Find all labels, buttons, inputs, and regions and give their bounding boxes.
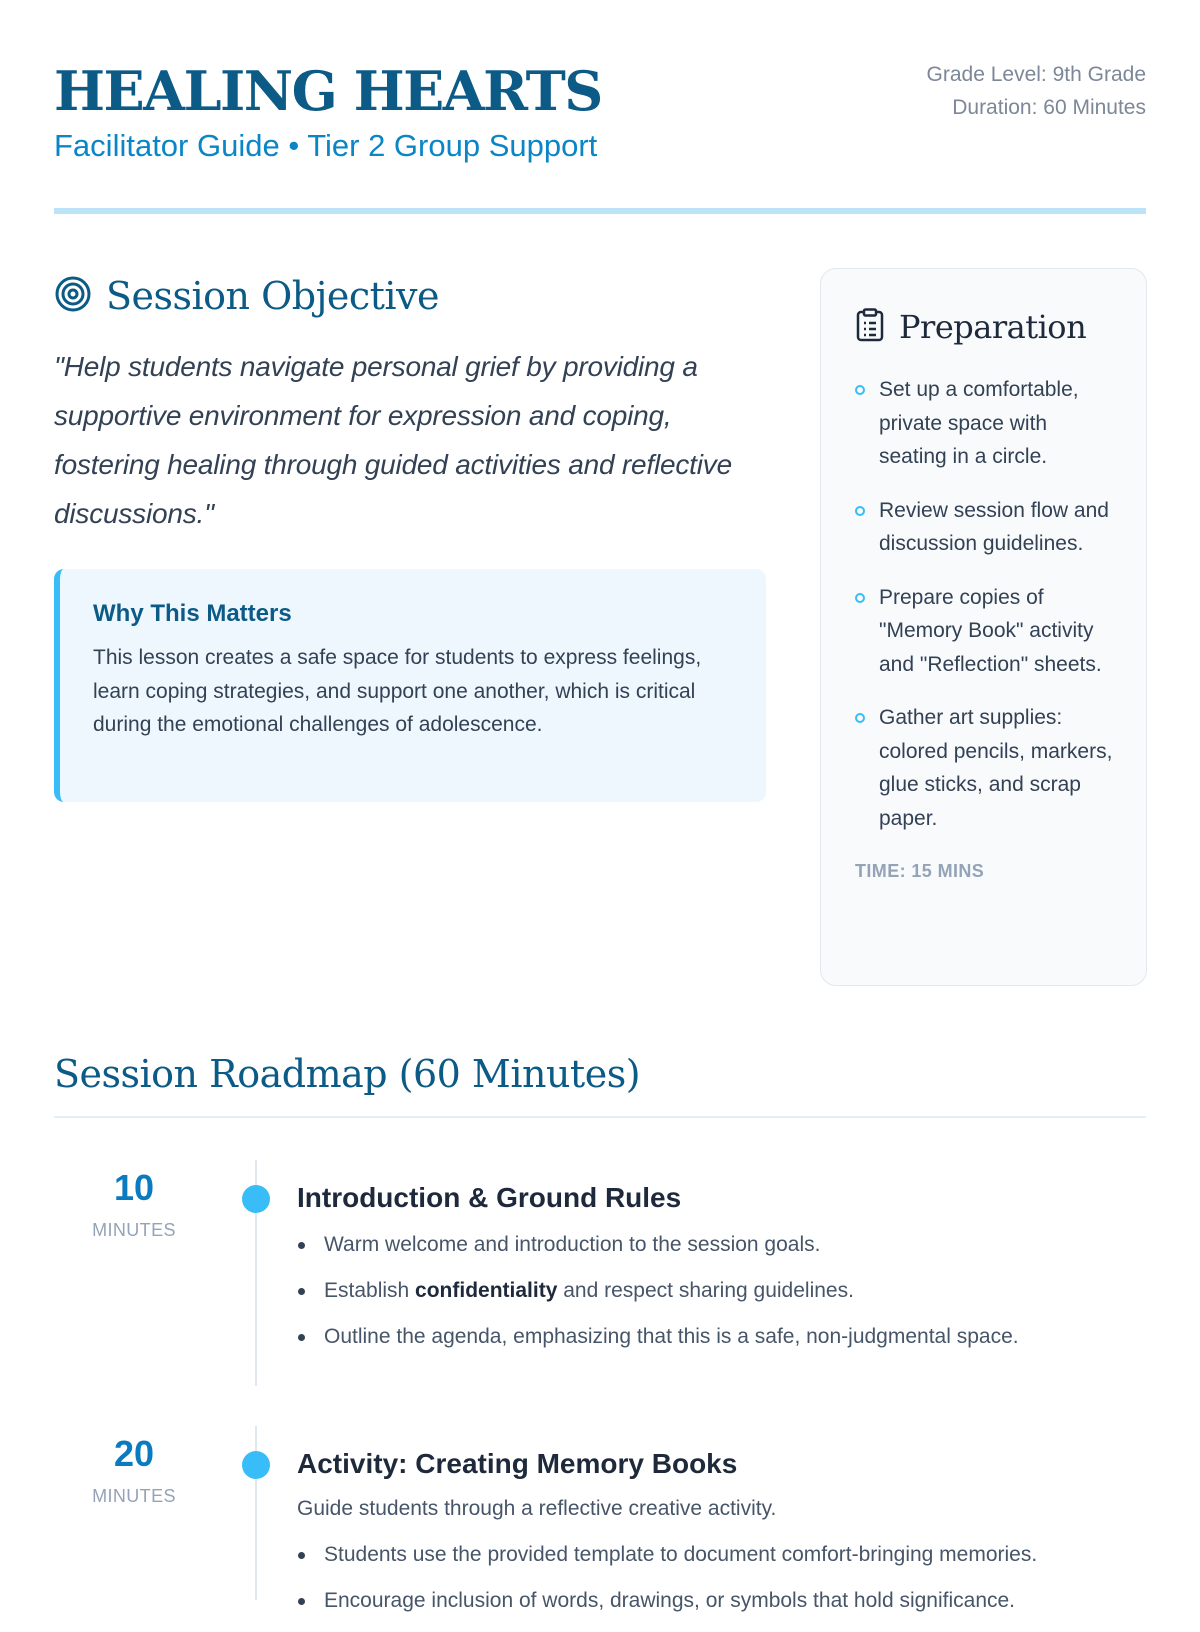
session-meta [927, 58, 1146, 124]
why-this-matters-callout [54, 569, 766, 802]
step-bullets [297, 1540, 1146, 1616]
page-title: HEALING HEARTS [54, 59, 602, 123]
step-title: Activity: Creating Memory Books [297, 1448, 738, 1479]
circle-bullet-icon [855, 506, 865, 516]
step-title: Introduction & Ground Rules [297, 1182, 682, 1213]
step-content [297, 1446, 1146, 1632]
roadmap-step [54, 1426, 1146, 1612]
step-duration [54, 1166, 214, 1241]
objective-quote: "Help students navigate personal grief by providing a supportive environment for expression and coping, fostering healing through guided activities and reflective discussions." [54, 351, 732, 529]
roadmap-divider [54, 1116, 1146, 1118]
list-item: Warm welcome and introduction to the session goals. [297, 1230, 1146, 1260]
step-content [297, 1180, 1146, 1368]
list-item: Outline the agenda, emphasizing that this is a safe, non-judgmental space. [297, 1322, 1146, 1352]
roadmap-step [54, 1160, 1146, 1390]
session-objective [54, 270, 766, 538]
clipboard-icon [855, 308, 885, 347]
objective-heading: Session Objective [106, 274, 440, 318]
duration: Duration: 60 Minutes [952, 96, 1146, 119]
objective-header [54, 270, 766, 322]
circle-bullet-icon [855, 713, 865, 723]
list-item: Gather art supplies: colored pencils, markers, glue sticks, and scrap paper. [855, 701, 1116, 835]
page-header [54, 58, 1146, 166]
roadmap-title: Session Roadmap (60 Minutes) [54, 1052, 641, 1096]
step-bullets [297, 1230, 1146, 1352]
step-minutes-unit: MINUTES [92, 1486, 176, 1506]
preparation-time: TIME: 15 MINS [855, 861, 985, 881]
list-item: Set up a comfortable, private space with seating in a circle. [855, 373, 1116, 474]
step-minutes-unit: MINUTES [92, 1220, 176, 1240]
list-item: Encourage inclusion of words, drawings, or symbols that hold significance. [297, 1586, 1146, 1616]
header-divider [54, 208, 1146, 214]
step-lead: Guide students through a reflective creative activity. [297, 1497, 777, 1520]
step-minutes: 10 [113, 1167, 155, 1208]
target-icon [54, 275, 92, 318]
preparation-heading: Preparation [899, 308, 1087, 346]
preparation-card [820, 268, 1147, 986]
circle-bullet-icon [855, 593, 865, 603]
preparation-header [855, 307, 1116, 347]
timeline-dot [242, 1185, 270, 1213]
page-subtitle: Facilitator Guide • Tier 2 Group Support [54, 128, 598, 163]
grade-level: Grade Level: 9th Grade [926, 63, 1146, 86]
list-item: Review session flow and discussion guidelines. [855, 494, 1116, 561]
why-body: This lesson creates a safe space for students to express feelings, learn coping strategies, and support one another, which is critical during the emotional challenges of adolescence. [93, 646, 702, 736]
circle-bullet-icon [855, 385, 865, 395]
why-heading: Why This Matters [93, 600, 292, 627]
preparation-list [855, 373, 1116, 835]
step-duration [54, 1432, 214, 1507]
list-item: Prepare copies of "Memory Book" activity and "Reflection" sheets. [855, 581, 1116, 682]
list-item: Establish confidentiality and respect sharing guidelines. [297, 1276, 1146, 1306]
list-item: Students use the provided template to document comfort-bringing memories. [297, 1540, 1146, 1570]
step-minutes: 20 [113, 1433, 155, 1474]
timeline-dot [242, 1451, 270, 1479]
